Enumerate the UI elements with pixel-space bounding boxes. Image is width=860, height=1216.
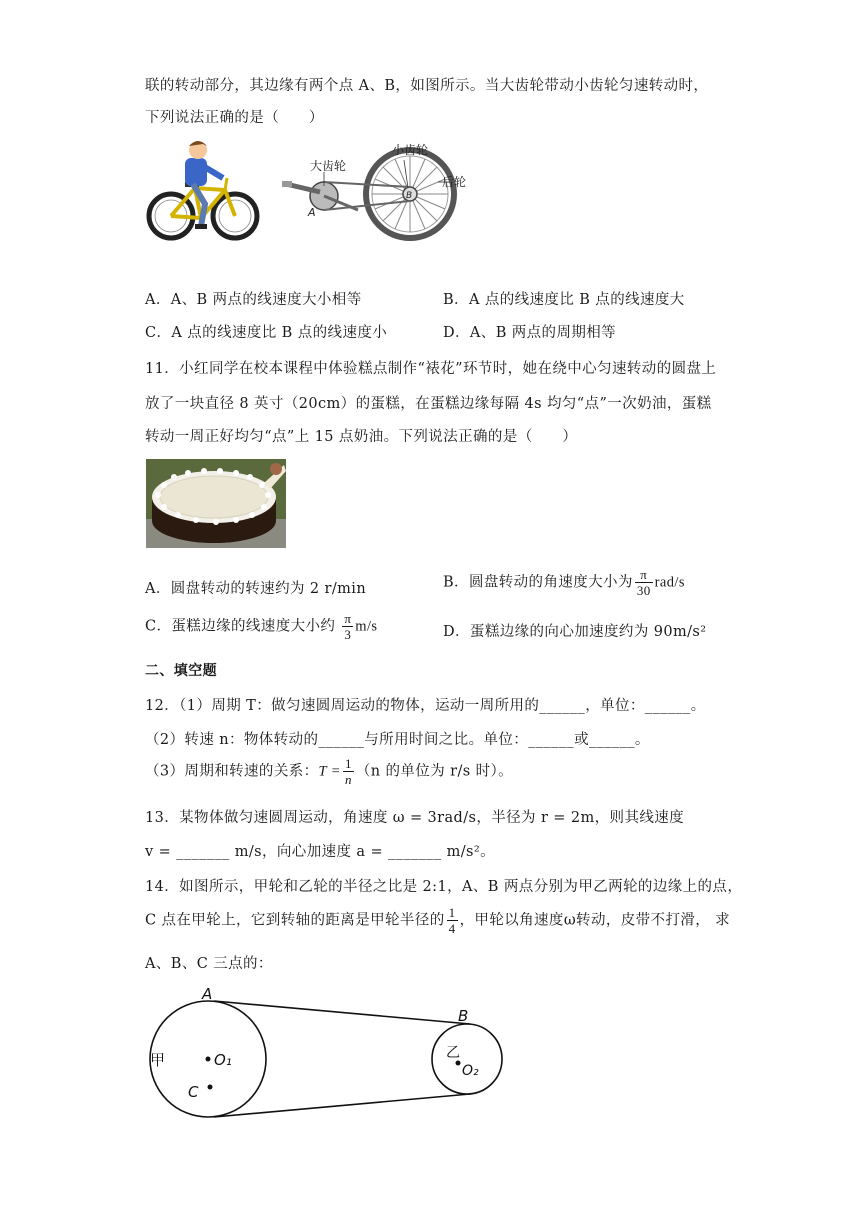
q11-option-c [145, 612, 377, 641]
q12-line3-note: （n 的单位为 r/s 时）。 [355, 763, 514, 780]
q10-option-c: C．A 点的线速度比 B 点的线速度小 [145, 325, 388, 341]
pulley-diagram [140, 985, 510, 1125]
q12-fraction-numerator: 1 [344, 756, 352, 771]
bicycle-rider-image [143, 138, 263, 242]
q11-option-c-numerator: π [344, 611, 352, 626]
point-B-label: B [458, 1007, 469, 1025]
small-gear-label: 小齿轮 [392, 143, 429, 157]
q11-stem-line1: 11．小红同学在校本课程中体验糕点制作“裱花”环节时，她在绕中心匀速转动的圆盘上 [145, 361, 717, 377]
q11-option-b-numerator: π [635, 568, 653, 583]
point-A-label: A [202, 985, 213, 1003]
q11-option-b-fraction [635, 568, 653, 597]
q11-option-c-denominator: 3 [344, 627, 352, 642]
q12-fraction [343, 757, 354, 786]
q10-option-b: B．A 点的线速度比 B 点的线速度大 [443, 292, 685, 308]
q13-line2: v = _______ m/s，向心加速度 a = _______ m/s²。 [145, 844, 495, 860]
q13-line1: 13．某物体做匀速圆周运动，角速度 ω = 3rad/s，半径为 r = 2m，则其线速度 [145, 810, 685, 826]
q10-option-a: A．A、B 两点的线速度大小相等 [145, 292, 362, 308]
q10-stem-line1: 联的转动部分，其边缘有两个点 A、B，如图所示。当大齿轮带动小齿轮匀速转动时， [145, 78, 709, 94]
q14-line2 [145, 906, 730, 935]
q14-fraction-numerator: 1 [448, 905, 456, 920]
q11-option-c-text: C．蛋糕边缘的线速度大小约 [145, 618, 336, 635]
q11-option-b-text: B．圆盘转动的角速度大小为 [443, 574, 633, 591]
q14-fraction-denominator: 4 [448, 921, 456, 936]
q12-formula-T: T = [318, 763, 341, 780]
point-C-label: C [188, 1083, 199, 1101]
gear-diagram [280, 138, 480, 246]
q11-stem-line2: 放了一块直径 8 英寸（20cm）的蛋糕，在蛋糕边缘每隔 4s 均匀“点”一次奶油，蛋糕 [145, 396, 712, 412]
point-A-label: A [308, 206, 316, 219]
big-gear-label: 大齿轮 [310, 159, 347, 173]
q14-fraction [447, 906, 458, 935]
q10-option-d: D．A、B 两点的周期相等 [443, 325, 617, 341]
q14-line3: A、B、C 三点的： [145, 956, 273, 972]
q11-option-a: A．圆盘转动的转速约为 2 r/min [145, 581, 367, 597]
center-O2-label: O₂ [462, 1063, 479, 1079]
q14-line2-tail: ，甲轮以角速度ω转动，皮带不打滑， 求 [459, 912, 731, 929]
q11-option-c-fraction [342, 612, 353, 641]
q14-line2-text: C 点在甲轮上，它到转轴的距离是甲轮半径的 [145, 912, 445, 929]
q12-line1: 12．（1）周期 T：做匀速圆周运动的物体，运动一周所用的______，单位：______。 [145, 698, 706, 714]
q12-fraction-denominator: n [344, 772, 352, 787]
q11-option-d: D．蛋糕边缘的向心加速度约为 90m/s² [443, 624, 707, 640]
rear-wheel-label: 后轮 [442, 175, 467, 189]
q11-stem-line3: 转动一周正好均匀“点”上 15 点奶油。下列说法正确的是（ ） [145, 429, 578, 445]
section-title: 二、填空题 [145, 663, 217, 679]
q11-option-b [443, 568, 685, 597]
q14-line1: 14．如图所示，甲轮和乙轮的半径之比是 2:1，A、B 两点分别为甲乙两轮的边缘上的点， [145, 879, 743, 895]
q11-option-b-unit: rad/s [654, 574, 685, 591]
q12-line2: （2）转速 n：物体转动的______与所用时间之比。单位：______或______。 [145, 732, 650, 748]
point-B-label: B [406, 191, 413, 201]
q11-option-b-denominator: 30 [636, 583, 651, 598]
q11-option-c-unit: m/s [355, 618, 378, 635]
cake-photo [146, 459, 286, 548]
q12-line3 [145, 757, 513, 786]
center-O1-label: O₁ [214, 1051, 232, 1069]
q10-stem-line2: 下列说法正确的是（ ） [145, 110, 324, 126]
wheel-yi-label: 乙 [446, 1045, 460, 1061]
wheel-jia-label: 甲 [150, 1051, 166, 1069]
q12-line3-text: （3）周期和转速的关系： [145, 763, 319, 780]
